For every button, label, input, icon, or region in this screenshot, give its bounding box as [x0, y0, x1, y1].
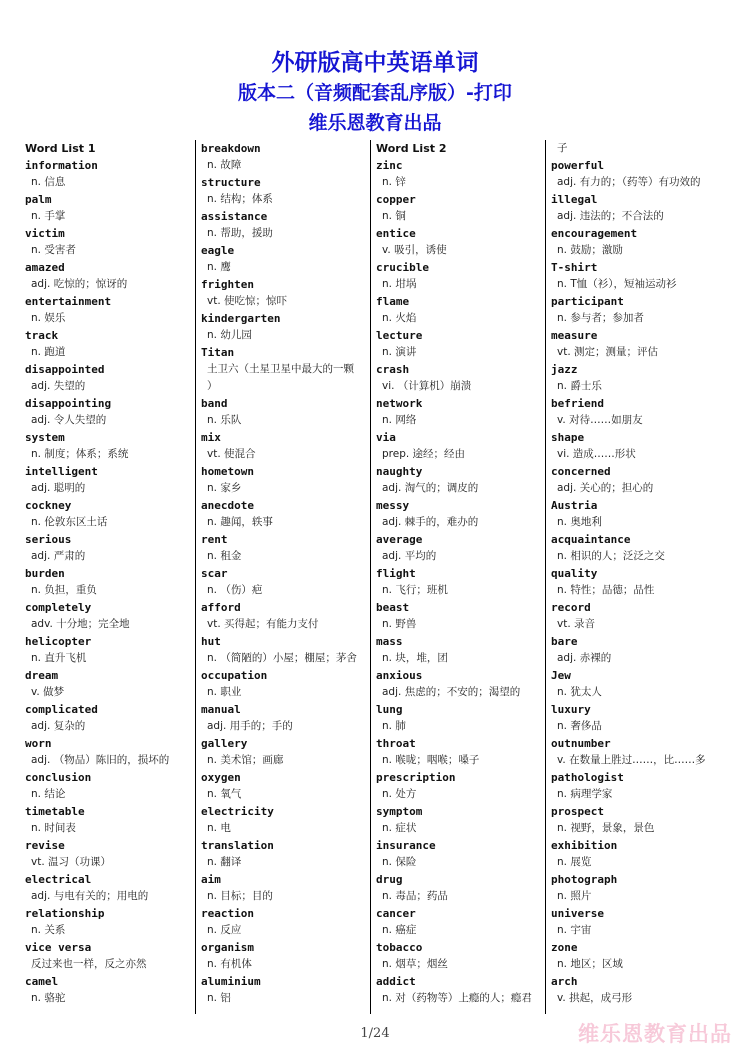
vocab-definition: v. 拱起，成弓形 [557, 992, 633, 1004]
vocab-word: zone [551, 941, 578, 954]
vocab-word: track [25, 329, 59, 342]
vocab-definition: n. 奢侈品 [557, 720, 602, 732]
vocab-word: translation [201, 839, 274, 852]
vocab-definition: n. 火焰 [382, 312, 417, 324]
vocab-word: average [376, 533, 423, 546]
vocab-definition: n. 处方 [382, 788, 417, 800]
vocab-definition: n. 烟草；烟丝 [382, 958, 448, 970]
vocab-definition: n. 飞行；班机 [382, 584, 448, 596]
vocab-word: organism [201, 941, 254, 954]
vocab-word: messy [376, 499, 410, 512]
vocab-word: breakdown [201, 142, 261, 155]
vocab-word: kindergarten [201, 312, 281, 325]
page-number: 1/24 [360, 1026, 390, 1041]
vocab-word: lung [376, 703, 403, 716]
vocab-word: record [551, 601, 591, 614]
vocab-word: flight [376, 567, 416, 580]
vocab-definition: n. 职业 [207, 686, 242, 698]
vocab-word: exhibition [551, 839, 618, 852]
vocab-definition: n. 癌症 [382, 924, 417, 936]
vocab-definition: 子 [557, 142, 568, 154]
vocab-word: tobacco [376, 941, 423, 954]
vocab-word: anxious [376, 669, 423, 682]
vocab-definition: n. 乐队 [207, 414, 242, 426]
vocab-word: system [25, 431, 65, 444]
vocab-word: T-shirt [551, 261, 598, 274]
vocab-word: arch [551, 975, 578, 988]
vocab-word: information [25, 159, 98, 172]
vocab-word: via [376, 431, 396, 444]
document-title: 外研版高中英语单词 [271, 50, 479, 76]
vocab-word: Austria [551, 499, 598, 512]
vocab-definition: n. 制度；体系；系统 [31, 448, 129, 460]
vocab-word: naughty [376, 465, 423, 478]
vocab-column-4 [545, 140, 716, 1014]
vocab-definition: n. 铝 [207, 992, 231, 1004]
vocab-word: Jew [551, 669, 571, 682]
vocab-definition: n. （伤）疤 [207, 584, 263, 596]
vocab-word: manual [201, 703, 241, 716]
vocab-word: anecdote [201, 499, 254, 512]
vocab-word: electricity [201, 805, 274, 818]
vocab-definition: n. 有机体 [207, 958, 252, 970]
vocab-definition: adj. 令人失望的 [31, 414, 107, 426]
vocab-definition: n. 娱乐 [31, 312, 66, 324]
vocab-word: entertainment [25, 295, 112, 308]
vocab-definition: n. 爵士乐 [557, 380, 602, 392]
vocab-definition: adj. 复杂的 [31, 720, 86, 732]
vocab-definition: n. 反应 [207, 924, 242, 936]
vocab-word: throat [376, 737, 416, 750]
vocab-word: network [376, 397, 423, 410]
vocab-word: powerful [551, 159, 604, 172]
vocab-word: encouragement [551, 227, 638, 240]
vocab-definition: v. 在数量上胜过……，比……多 [557, 754, 706, 766]
vocab-definition: n. T恤（衫），短袖运动衫 [557, 278, 677, 290]
vocab-definition: n. 块，堆，团 [382, 652, 448, 664]
vocab-word: structure [201, 176, 261, 189]
vocab-word: mix [201, 431, 221, 444]
vocab-definition: n. 特性；品德；品性 [557, 584, 655, 596]
vocab-word: electrical [25, 873, 92, 886]
vocab-definition: n. 幼儿园 [207, 329, 252, 341]
vocab-word: vice versa [25, 941, 92, 954]
vocab-definition: n. 关系 [31, 924, 66, 936]
vocab-word: hometown [201, 465, 254, 478]
vocab-definition: v. 做梦 [31, 686, 65, 698]
vocab-word: pathologist [551, 771, 624, 784]
vocab-definition: n. 犹太人 [557, 686, 602, 698]
vocab-word: victim [25, 227, 65, 240]
vocab-definition: vt. 温习（功课） [31, 856, 112, 868]
vocab-definition: n. 时间表 [31, 822, 76, 834]
vocab-word: scar [201, 567, 228, 580]
vocab-definition: n. 宇宙 [557, 924, 592, 936]
vocab-definition: n. 结论 [31, 788, 66, 800]
vocab-definition: n. 鹰 [207, 261, 231, 273]
vocab-column-3 [370, 140, 541, 1014]
vocab-word: luxury [551, 703, 591, 716]
vocab-word: gallery [201, 737, 248, 750]
vocab-definition: adj. 与电有关的；用电的 [31, 890, 149, 902]
vocab-definition: n. 锌 [382, 176, 406, 188]
vocab-word: frighten [201, 278, 254, 291]
vocab-word: hut [201, 635, 221, 648]
vocab-definition: n. 目标；目的 [207, 890, 273, 902]
vocab-definition: adv. 十分地；完全地 [31, 618, 130, 630]
vocab-word: drug [376, 873, 403, 886]
vocab-column-2 [195, 140, 366, 1014]
vocab-word: assistance [201, 210, 268, 223]
vocab-definition: n. 负担，重负 [31, 584, 97, 596]
vocab-definition: adj. 严肃的 [31, 550, 86, 562]
vocab-definition: n. 跑道 [31, 346, 66, 358]
vocab-definition: n. 故障 [207, 159, 242, 171]
vocab-word: intelligent [25, 465, 98, 478]
vocab-definition: prep. 途经；经由 [382, 448, 466, 460]
vocab-word: beast [376, 601, 410, 614]
vocab-word: helicopter [25, 635, 92, 648]
vocab-word: camel [25, 975, 59, 988]
vocab-definition: n. 直升飞机 [31, 652, 87, 664]
vocab-definition: n. 信息 [31, 176, 66, 188]
vocab-definition: adj. 赤裸的 [557, 652, 612, 664]
vocab-definition: v. 吸引，诱使 [382, 244, 447, 256]
vocab-definition: adj. 用手的；手的 [207, 720, 293, 732]
vocab-word: copper [376, 193, 416, 206]
vocab-word: crash [376, 363, 410, 376]
vocab-definition: n. 喉咙；咽喉；嗓子 [382, 754, 480, 766]
word-list-heading: Word List 1 [25, 142, 96, 155]
vocab-definition: vt. 使混合 [207, 448, 256, 460]
vocab-definition: adj. 焦虑的；不安的；渴望的 [382, 686, 521, 698]
vocab-definition: n. 奥地利 [557, 516, 602, 528]
vocab-definition: vt. 测定；测量；评估 [557, 346, 659, 358]
vocab-definition: n. 家乡 [207, 482, 242, 494]
vocab-word: eagle [201, 244, 235, 257]
vocab-word: amazed [25, 261, 65, 274]
vocab-definition: n. 伦敦东区土话 [31, 516, 108, 528]
vocab-definition: n. 帮助，援助 [207, 227, 273, 239]
vocab-definition: vi. （计算机）崩溃 [382, 380, 472, 392]
vocab-word: befriend [551, 397, 604, 410]
vocab-word: participant [551, 295, 624, 308]
vocab-word: mass [376, 635, 403, 648]
vocab-word: addict [376, 975, 416, 988]
vocab-definition: n. 结构；体系 [207, 193, 273, 205]
vocab-definition: adj. 棘手的，难办的 [382, 516, 479, 528]
vocab-definition: n. 骆驼 [31, 992, 66, 1004]
vocab-word: palm [25, 193, 52, 206]
vocab-word: conclusion [25, 771, 92, 784]
vocab-word: oxygen [201, 771, 241, 784]
vocab-word: Titan [201, 346, 235, 359]
vocab-definition: vt. 买得起；有能力支付 [207, 618, 319, 630]
vocab-word: disappointed [25, 363, 105, 376]
vocab-word: insurance [376, 839, 436, 852]
vocab-definition: n. 毒品；药品 [382, 890, 448, 902]
vocab-word: shape [551, 431, 585, 444]
vocab-definition: n. 视野，景象，景色 [557, 822, 655, 834]
vocab-definition: n. 相识的人；泛泛之交 [557, 550, 665, 562]
document-subtitle: 版本二（音频配套乱序版）-打印 [238, 82, 512, 104]
vocab-definition: adj. 关心的；担心的 [557, 482, 654, 494]
vocab-word: relationship [25, 907, 105, 920]
vocab-word: entice [376, 227, 416, 240]
vocab-definition: n. 坩埚 [382, 278, 417, 290]
vocab-definition: n. 野兽 [382, 618, 417, 630]
vocab-word: cancer [376, 907, 416, 920]
vocab-definition: 土卫六（土星卫星中最大的一颗 [207, 363, 354, 375]
vocab-definition: 反过来也一样，反之亦然 [31, 958, 147, 970]
vocab-definition: ） [207, 380, 218, 392]
vocab-definition: adj. 有力的；（药等）有功效的 [557, 176, 701, 188]
vocab-word: acquaintance [551, 533, 631, 546]
vocab-word: afford [201, 601, 241, 614]
vocab-definition: n. 对（药物等）上瘾的人；瘾君 [382, 992, 532, 1004]
vocab-word: outnumber [551, 737, 611, 750]
vocab-word: cockney [25, 499, 72, 512]
vocab-word: quality [551, 567, 598, 580]
vocab-definition: adj. 平均的 [382, 550, 437, 562]
vocab-definition: adj. 淘气的；调皮的 [382, 482, 479, 494]
vocab-word: aim [201, 873, 221, 886]
vocab-definition: n. 网络 [382, 414, 417, 426]
vocab-definition: n. 手掌 [31, 210, 66, 222]
vocab-word: photograph [551, 873, 618, 886]
vocab-definition: vi. 造成……形状 [557, 448, 636, 460]
vocab-definition: adj. 聪明的 [31, 482, 86, 494]
vocab-word: universe [551, 907, 604, 920]
vocab-word: zinc [376, 159, 403, 172]
vocab-word: measure [551, 329, 598, 342]
vocab-column-1 [20, 140, 190, 1014]
vocab-definition: n. 病理学家 [557, 788, 613, 800]
vocab-definition: adj. （物品）陈旧的，损坏的 [31, 754, 170, 766]
vocab-word: serious [25, 533, 72, 546]
vocab-word: worn [25, 737, 52, 750]
vocab-word: prospect [551, 805, 604, 818]
vocab-word: timetable [25, 805, 85, 818]
vocab-definition: n. 铜 [382, 210, 406, 222]
vocab-word: flame [376, 295, 410, 308]
vocab-definition: n. 肺 [382, 720, 406, 732]
vocab-word: crucible [376, 261, 429, 274]
vocab-definition: adj. 吃惊的；惊讶的 [31, 278, 128, 290]
vocab-definition: n. 美术馆；画廊 [207, 754, 284, 766]
vocab-word: revise [25, 839, 65, 852]
word-list-heading: Word List 2 [376, 142, 447, 155]
publisher-line: 维乐恩教育出品 [308, 112, 442, 134]
vocab-word: rent [201, 533, 228, 546]
vocab-definition: vt. 使吃惊；惊吓 [207, 295, 288, 307]
vocab-definition: n. 参与者；参加者 [557, 312, 644, 324]
vocab-word: reaction [201, 907, 254, 920]
vocab-definition: n. 鼓励；激励 [557, 244, 623, 256]
vocab-word: concerned [551, 465, 611, 478]
vocab-word: bare [551, 635, 578, 648]
vocab-word: burden [25, 567, 65, 580]
vocab-word: aluminium [201, 975, 261, 988]
vocab-definition: n. 地区；区域 [557, 958, 623, 970]
vocab-word: symptom [376, 805, 423, 818]
vocab-definition: n. 保险 [382, 856, 417, 868]
vocab-definition: n. 演讲 [382, 346, 417, 358]
vocab-definition: n. 租金 [207, 550, 242, 562]
vocab-definition: n. 受害者 [31, 244, 76, 256]
vocab-word: prescription [376, 771, 456, 784]
vocab-definition: n. （简陋的）小屋；棚屋；茅舍 [207, 652, 357, 664]
vocab-word: dream [25, 669, 59, 682]
vocab-definition: v. 对待……如朋友 [557, 414, 643, 426]
vocab-definition: n. 翻译 [207, 856, 242, 868]
vocab-definition: adj. 失望的 [31, 380, 86, 392]
vocab-word: occupation [201, 669, 268, 682]
vocab-definition: vt. 录音 [557, 618, 596, 630]
vocab-word: complicated [25, 703, 98, 716]
vocab-definition: n. 症状 [382, 822, 417, 834]
vocab-definition: n. 照片 [557, 890, 592, 902]
vocab-word: band [201, 397, 228, 410]
brand-watermark: 维乐恩教育出品 [578, 1022, 732, 1046]
vocab-definition: n. 氧气 [207, 788, 242, 800]
vocab-word: illegal [551, 193, 598, 206]
vocab-definition: n. 趣闻，轶事 [207, 516, 273, 528]
vocab-definition: n. 展览 [557, 856, 592, 868]
vocab-word: disappointing [25, 397, 112, 410]
vocab-definition: n. 电 [207, 822, 231, 834]
vocab-word: completely [25, 601, 92, 614]
vocab-word: jazz [551, 363, 578, 376]
vocab-word: lecture [376, 329, 423, 342]
vocab-definition: adj. 违法的；不合法的 [557, 210, 664, 222]
